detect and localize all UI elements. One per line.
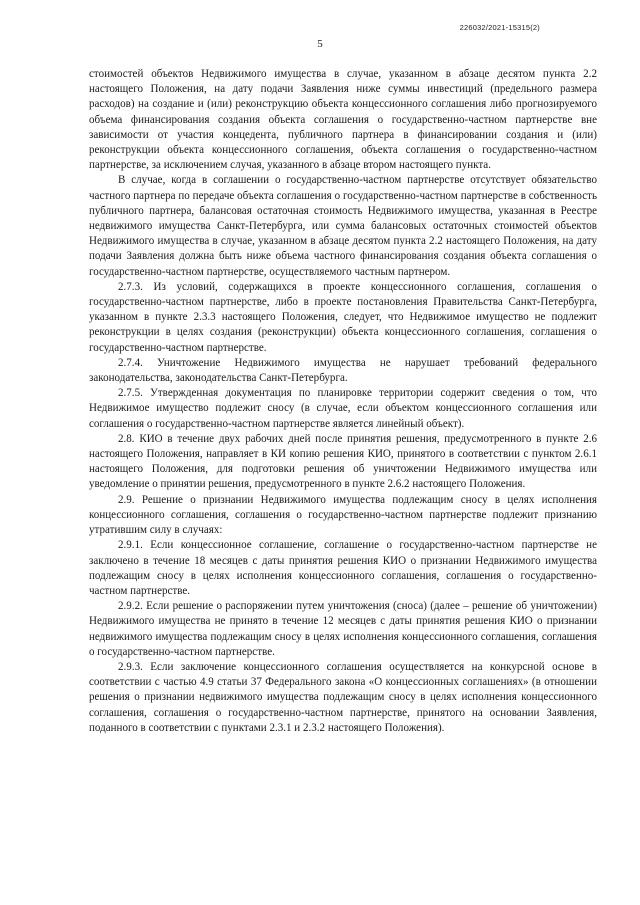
paragraph-2-9-3: 2.9.3. Если заключение концессионного соглашения осуществляется на конкурсной основе в соответствии с частью 4.9 статьи 37 Федерального закона «О концессионных соглашениях» (в отношении решения о признании недвижимого имущества подлежащим сносу в целях исполнения концессионного соглашения, соглашения о государственно-частном партнерстве, принятого на основании Заявления, поданного в соответствии с пунктами 2.3.1 и 2.3.2 настоящего Положения). [89, 660, 597, 734]
document-body [89, 67, 597, 736]
paragraph: В случае, когда в соглашении о государственно-частном партнерстве отсутствует обязательство частного партнера по передаче объекта соглашения о государственно-частном партнерстве в собственность публичного партнера, балансовая остаточная стоимость Недвижимого имущества, указанная в Реестре недвижимого имущества Санкт-Петербурга, или сумма балансовых остаточных стоимостей объектов Недвижимого имущества в случае, указанном в абзаце десятом пункта 2.2 настоящего Положения, на дату подачи Заявления должна быть ниже объема частного финансирования создания объекта соглашения о государственно-частном партнерстве, осуществляемого частным партнером. [89, 174, 597, 278]
document-id: 226032/2021-15315(2) [459, 23, 540, 32]
page-number: 5 [317, 38, 323, 50]
paragraph-2-7-4: 2.7.4. Уничтожение Недвижимого имущества не нарушает требований федерального законодательства, законодательства Санкт-Петербурга. [89, 356, 597, 385]
paragraph-2-9-1: 2.9.1. Если концессионное соглашение, соглашение о государственно-частном партнерстве не заключено в течение 18 месяцев с даты принятия решения КИО о признании Недвижимого имущества подлежащим сносу в целях исполнения концессионного соглашения, соглашения о государственно-частном партнерстве. [89, 539, 597, 597]
paragraph-2-9-2: 2.9.2. Если решение о распоряжении путем уничтожения (сноса) (далее – решение об уничтожении) Недвижимого имущества не принято в течение 12 месяцев с даты принятия решения КИО о признании недвижимого имущества подлежащим сносу в целях исполнения концессионного соглашения, соглашения о государственно-частном партнерстве. [89, 600, 597, 658]
paragraph-2-7-5: 2.7.5. Утвержденная документация по планировке территории содержит сведения о том, что Недвижимое имущество подлежит сносу (в случае, если объектом концессионного соглашения или соглашения о государственно-частном партнерстве является линейный объект). [89, 387, 597, 430]
paragraph-2-9: 2.9. Решение о признании Недвижимого имущества подлежащим сносу в целях исполнения концессионного соглашения, соглашения о государственно-частном партнерстве подлежит признанию утратившим силу в случаях: [89, 493, 597, 537]
paragraph-2-8: 2.8. КИО в течение двух рабочих дней после принятия решения, предусмотренного в пункте 2.6 настоящего Положения, направляет в КИ копию решения КИО, принятого в соответствии с пунктом 2.6.1 настоящего Положения, для подготовки решения об уничтожении Недвижимого имущества или уведомление о принятии решения, предусмотренного в пункте 2.6.2 настоящего Положения. [89, 432, 597, 491]
paragraph-continuation: стоимостей объектов Недвижимого имущества в случае, указанном в абзаце десятом пункта 2.2 настоящего Положения, на дату подачи Заявления ниже суммы инвестиций (предельного размера расходов) на создание и (или) реконструкцию объекта концессионного соглашения либо прогнозируемого объема финансирования создания объекта соглашения о государственно-частном партнерстве вне зависимости от участия концедента, публичного партнера в финансировании создания и (или) реконструкции объекта концессионного соглашения, объекта соглашения о государственно-частном партнерстве, за исключением случая, указанного в абзаце втором настоящего пункта. [89, 68, 597, 172]
paragraph-2-7-3: 2.7.3. Из условий, содержащихся в проекте концессионного соглашения, соглашения о государственно-частном партнерстве, либо в проекте постановления Правительства Санкт-Петербурга, указанном в пункте 2.3.3 настоящего Положения, следует, что Недвижимое имущество не подлежит реконструкции в целях создания (реконструкции) объекта концессионного соглашения, соглашения о государственно-частном партнерстве. [89, 280, 597, 354]
